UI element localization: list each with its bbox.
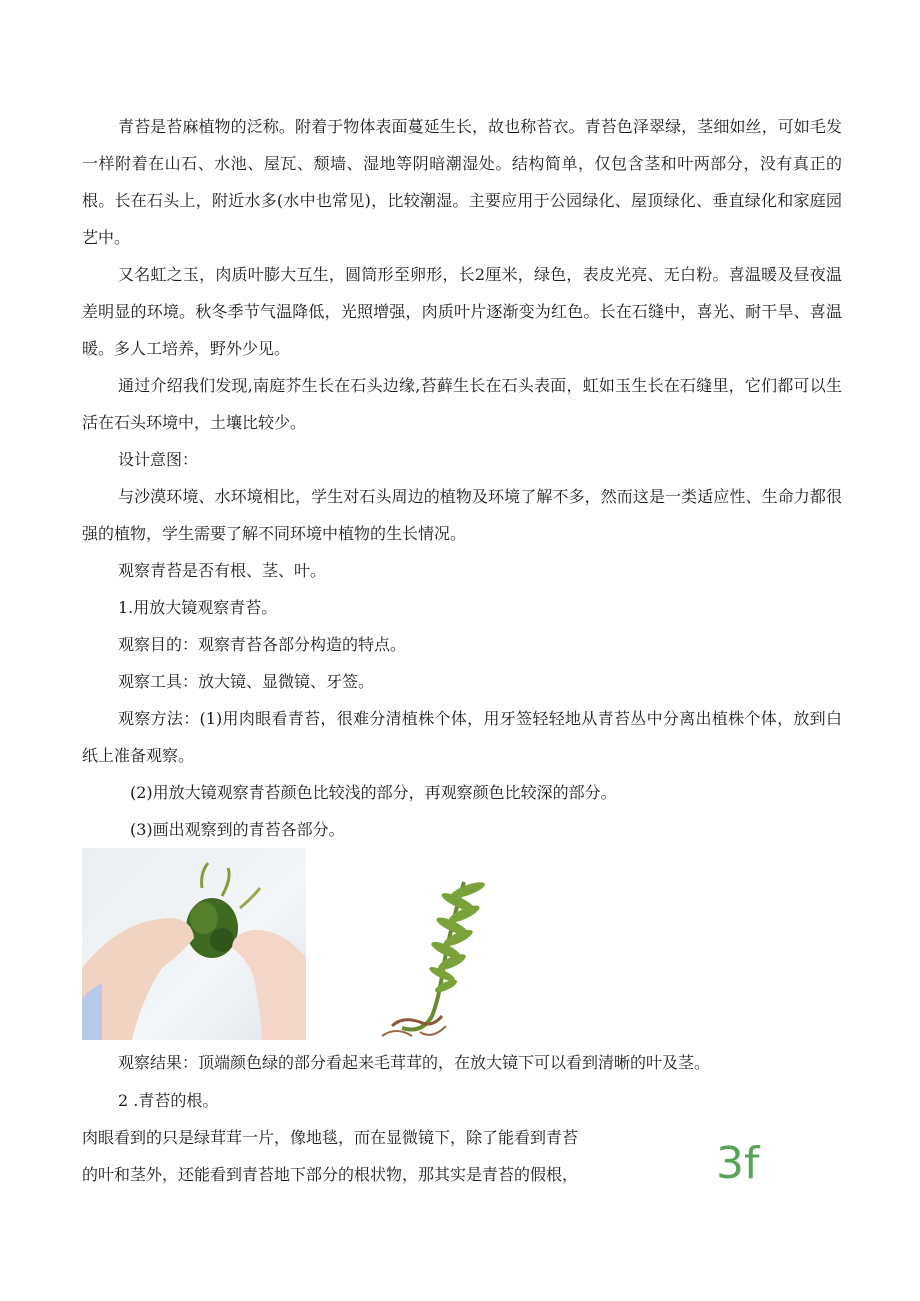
photo-single-moss-plant [372, 876, 506, 1042]
paragraph-purpose: 观察目的：观察青苔各部分构造的特点。 [118, 635, 407, 654]
paragraph-tools: 观察工具：放大镜、显微镜、牙签。 [118, 672, 375, 691]
photo-hands-separating-moss [82, 848, 306, 1040]
paragraph-result: 观察结果：顶端颜色绿的部分看起来毛茸茸的，在放大镜下可以看到清晰的叶及茎。 [118, 1053, 711, 1072]
paragraph-method-3: (3)画出观察到的青苔各部分。 [130, 820, 345, 839]
paragraph-design-intent: 与沙漠环境、水环境相比，学生对石头周边的植物及环境了解不多，然而这是一类适应性、生命力都很强的植物，学生需要了解不同环境中植物的生长情况。 [82, 487, 842, 543]
paragraph-step1: 1.用放大镜观察青苔。 [118, 598, 278, 617]
paragraph-rainbow-jade: 又名虹之玉，肉质叶膨大互生，圆筒形至卵形，长2厘米，绿色，表皮光亮、无白粉。喜温暖及昼夜温差明显的环境。秋冬季节气温降低，光照增强，肉质叶片逐渐变为红色。长在石缝中，喜光、耐干旱、喜温暖。多人工培养，野外少见。 [82, 265, 842, 358]
paragraph-moss-intro: 青苔是苔麻植物的泛称。附着于物体表面蔓延生长，故也称苔衣。青苔色泽翠绿，茎细如丝，可如毛发一样附着在山石、水池、屋瓦、颓墙、湿地等阴暗潮湿处。结构简单，仅包含茎和叶两部分，没有真正的根。长在石头上，附近水多(水中也常见)，比较潮湿。主要应用于公园绿化、屋顶绿化、垂直绿化和家庭园艺中。 [82, 117, 842, 247]
paragraph-summary: 通过介绍我们发现,南庭芥生长在石头边缘,苔藓生长在石头表面，虹如玉生长在石缝里，它们都可以生活在石头环境中，土壤比较少。 [82, 376, 842, 432]
paragraph-root-2: 的叶和茎外，还能看到青苔地下部分的根状物，那其实是青苔的假根， [82, 1165, 579, 1184]
paragraph-root-1: 肉眼看到的只是绿茸茸一片，像地毯，而在显微镜下，除了能看到青苔 [82, 1128, 579, 1147]
paragraph-method-2: (2)用放大镜观察青苔颜色比较浅的部分，再观察颜色比较深的部分。 [130, 783, 617, 802]
paragraph-step2: 2 .青苔的根。 [118, 1091, 219, 1110]
hands-separating-moss-icon [82, 848, 306, 1040]
paragraph-observe-question: 观察青苔是否有根、茎、叶。 [118, 561, 327, 580]
paragraph-design-intent-heading: 设计意图： [118, 450, 199, 469]
moss-plant-icon [372, 876, 506, 1042]
side-mark: 3f [716, 1138, 760, 1189]
paragraph-method: 观察方法：(1)用肉眼看青苔，很难分清植株个体，用牙签轻轻地从青苔丛中分离出植株个体，放到白纸上准备观察。 [82, 709, 842, 765]
